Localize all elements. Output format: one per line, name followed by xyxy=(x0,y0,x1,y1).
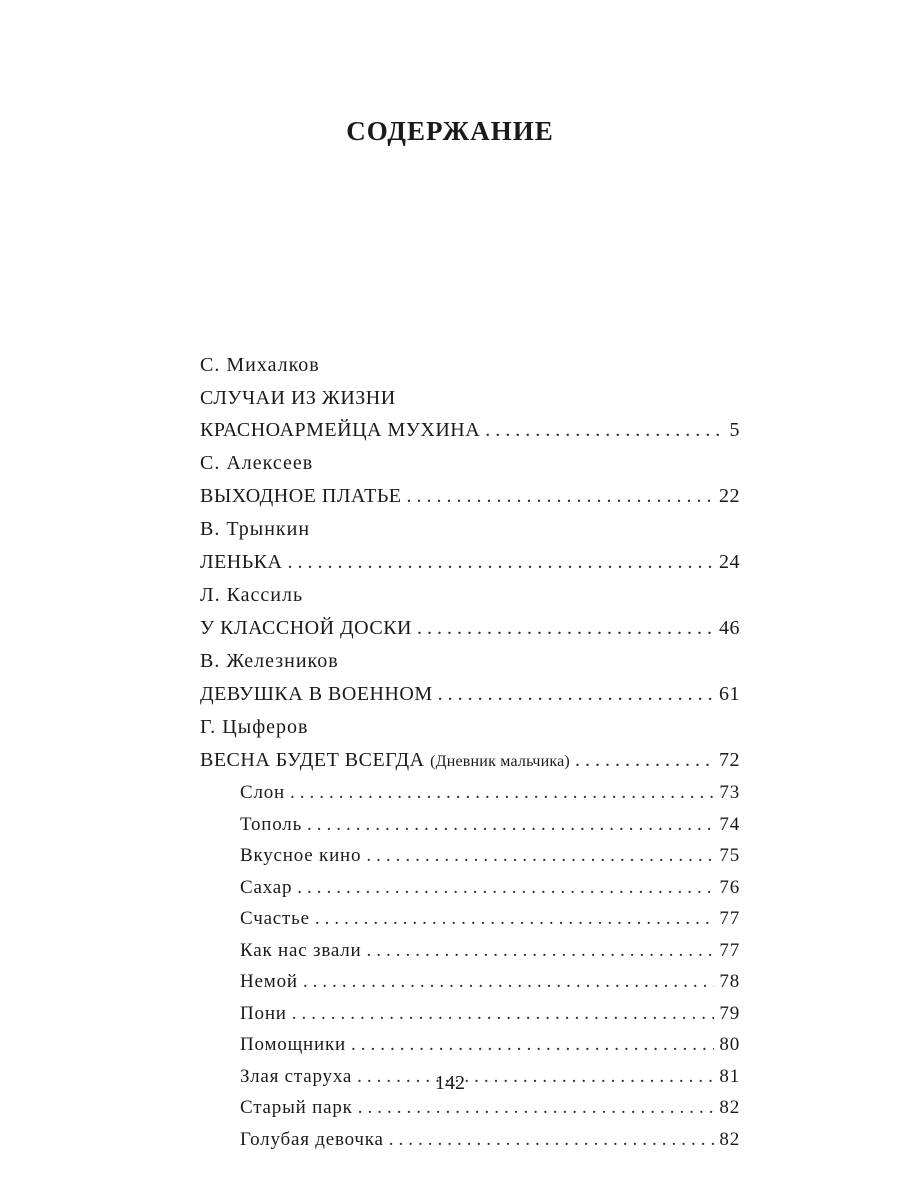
dot-leader xyxy=(292,998,715,1030)
dot-leader xyxy=(290,777,714,809)
toc-subentry[interactable] xyxy=(200,935,740,967)
toc-subentry[interactable] xyxy=(200,840,740,872)
dot-leader xyxy=(297,872,714,904)
toc-title-line: СЛУЧАИ ИЗ ЖИЗНИ xyxy=(200,387,396,409)
toc-subentry-page: 82 xyxy=(719,1097,740,1118)
page-title: СОДЕРЖАНИЕ xyxy=(346,116,554,146)
toc-entry-title: У КЛАССНОЙ ДОСКИ xyxy=(200,617,412,639)
toc-subentry[interactable] xyxy=(200,777,740,809)
dot-leader xyxy=(417,612,714,645)
toc-subentry-title: Счастье xyxy=(240,908,310,929)
toc-subentry-title: Вкусное кино xyxy=(240,845,362,866)
toc-subentry-title: Старый парк xyxy=(240,1097,353,1118)
toc-entry-page: 24 xyxy=(719,551,740,573)
dot-leader xyxy=(485,414,724,447)
toc-subentry-page: 76 xyxy=(719,876,740,898)
toc-entry-page: 22 xyxy=(719,485,740,507)
toc-author: С. Алексеев xyxy=(200,452,314,474)
table-of-contents xyxy=(200,349,740,1155)
toc-entry-title: КРАСНОАРМЕЙЦА МУХИНА xyxy=(200,419,481,441)
dot-leader xyxy=(438,678,714,711)
toc-subentry[interactable] xyxy=(200,1124,740,1156)
toc-author: Л. Кассиль xyxy=(200,584,304,606)
toc-entry[interactable] xyxy=(200,480,740,513)
toc-subentry-title: Сахар xyxy=(240,876,293,898)
toc-subentry-page: 78 xyxy=(719,971,740,992)
toc-entry-page: 61 xyxy=(719,683,740,705)
dot-leader xyxy=(303,966,715,998)
toc-subentry-page: 82 xyxy=(719,1128,740,1150)
toc-subentry[interactable] xyxy=(200,1092,740,1124)
dot-leader xyxy=(575,744,714,777)
toc-subentry-title: Тополь xyxy=(240,813,303,835)
toc-author: В. Железников xyxy=(200,650,339,672)
toc-subentry-page: 73 xyxy=(719,782,740,803)
toc-subentry-page: 79 xyxy=(719,1002,740,1024)
dot-leader xyxy=(358,1092,715,1124)
toc-subentry-title: Помощники xyxy=(240,1034,346,1055)
toc-subentry-page: 80 xyxy=(719,1034,740,1055)
toc-entry[interactable] xyxy=(200,546,740,579)
dot-leader xyxy=(366,840,714,872)
dot-leader xyxy=(407,480,714,513)
dot-leader xyxy=(288,546,715,579)
toc-subentry-page: 81 xyxy=(719,1065,740,1087)
toc-author: С. Михалков xyxy=(200,354,320,376)
dot-leader xyxy=(351,1029,714,1061)
toc-subentry-page: 75 xyxy=(719,845,740,866)
toc-subentry[interactable] xyxy=(200,809,740,841)
toc-entry-title-text: ВЕСНА БУДЕТ ВСЕГДА xyxy=(200,749,425,771)
toc-subentry-title: Злая старуха xyxy=(240,1065,353,1087)
toc-entry-page: 46 xyxy=(719,617,740,639)
toc-subentry-title: Немой xyxy=(240,971,298,992)
toc-author: Г. Цыферов xyxy=(200,716,309,738)
toc-entry-title: ДЕВУШКА В ВОЕННОМ xyxy=(200,683,433,705)
toc-entry-title: ЛЕНЬКА xyxy=(200,551,283,573)
toc-subentry-title: Пони xyxy=(240,1002,287,1024)
dot-leader xyxy=(315,903,715,935)
toc-entry-title xyxy=(200,744,570,778)
dot-leader xyxy=(389,1124,715,1156)
toc-subentry-title: Голубая девочка xyxy=(240,1128,384,1150)
toc-subentry-title: Слон xyxy=(240,782,286,803)
toc-subentry-page: 74 xyxy=(719,813,740,835)
toc-entry[interactable] xyxy=(200,612,740,645)
toc-subentry-page: 77 xyxy=(719,908,740,929)
toc-subentry[interactable] xyxy=(200,1029,740,1061)
toc-entry-page: 72 xyxy=(719,749,740,771)
toc-entry[interactable] xyxy=(200,414,740,447)
toc-subentry[interactable] xyxy=(200,998,740,1030)
toc-subentry[interactable] xyxy=(200,966,740,998)
page-number: 142 xyxy=(435,1072,465,1094)
toc-subentry[interactable] xyxy=(200,903,740,935)
toc-entry[interactable] xyxy=(200,678,740,711)
toc-subentry-title: Как нас звали xyxy=(240,939,362,961)
dot-leader xyxy=(367,935,715,967)
toc-entry-title: ВЫХОДНОЕ ПЛАТЬЕ xyxy=(200,485,402,507)
toc-entry-note: (Дневник мальчика) xyxy=(430,753,570,770)
toc-subentry[interactable] xyxy=(200,872,740,904)
toc-entry[interactable] xyxy=(200,744,740,777)
toc-entry-page: 5 xyxy=(729,419,740,441)
toc-author: В. Трынкин xyxy=(200,518,311,540)
dot-leader xyxy=(307,809,714,841)
toc-subentry-page: 77 xyxy=(719,939,740,961)
